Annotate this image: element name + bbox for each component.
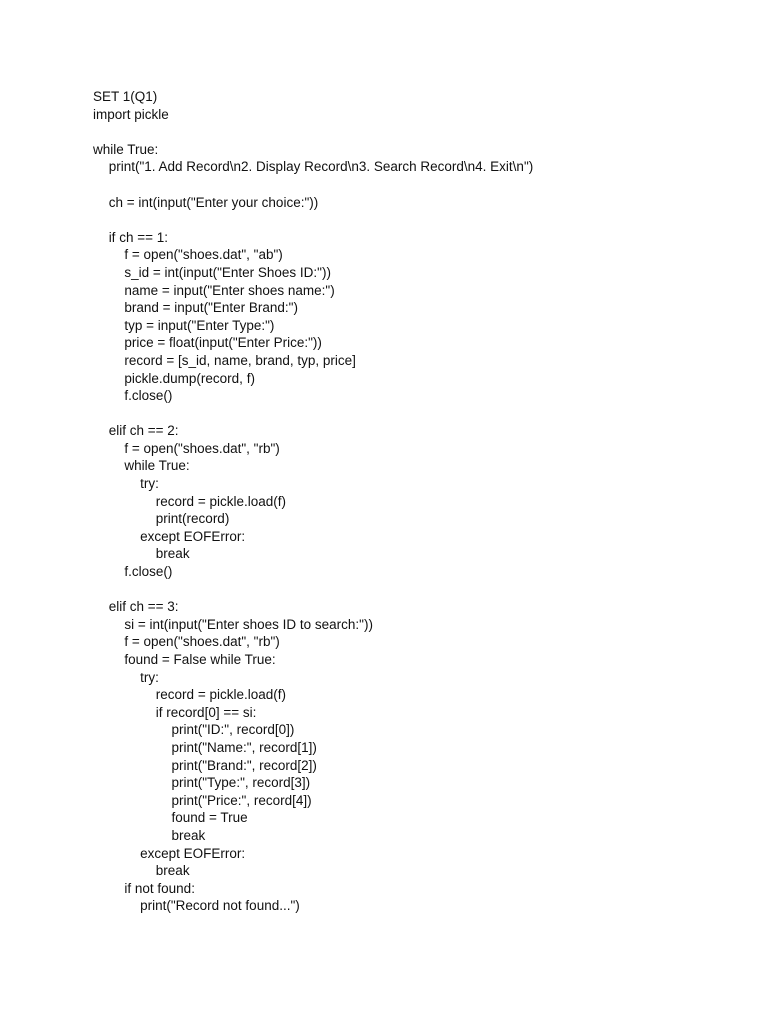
code-line: except EOFError:: [140, 528, 246, 544]
code-line: found = True: [171, 810, 248, 826]
code-line: while True:: [93, 141, 159, 157]
code-line: import pickle: [93, 106, 169, 122]
code-line: f.close(): [124, 564, 173, 580]
code-line: print("ID:", record[0]): [171, 722, 295, 738]
code-line: SET 1(Q1): [93, 89, 158, 104]
code-line: print("Price:", record[4]): [171, 792, 312, 808]
code-line: s_id = int(input("Enter Shoes ID:")): [124, 264, 331, 280]
code-line: if not found:: [124, 880, 195, 896]
code-line: except EOFError:: [140, 845, 246, 861]
code-line: record = pickle.load(f): [155, 687, 286, 703]
code-line: print("Record not found..."): [140, 898, 300, 914]
code-line: price = float(input("Enter Price:")): [124, 335, 322, 351]
code-line: pickle.dump(record, f): [124, 370, 255, 386]
code-line: elif ch == 3:: [108, 599, 179, 615]
code-line: print("Brand:", record[2]): [171, 757, 317, 773]
code-line: brand = input("Enter Brand:"): [124, 300, 298, 316]
blank-line: [93, 176, 743, 194]
blank-line: [93, 211, 743, 229]
code-line: print("Name:", record[1]): [171, 739, 317, 755]
code-line: break: [155, 546, 190, 562]
blank-line: [93, 405, 743, 423]
code-line: record = pickle.load(f): [155, 493, 286, 509]
code-line: f = open("shoes.dat", "rb"): [124, 440, 280, 456]
code-line: break: [171, 827, 206, 843]
code-line: f = open("shoes.dat", "rb"): [124, 634, 280, 650]
code-line: f.close(): [124, 388, 173, 404]
code-line: try:: [140, 669, 159, 685]
blank-line: [93, 123, 743, 141]
code-line: ch = int(input("Enter your choice:")): [108, 194, 319, 210]
code-line: found = False while True:: [124, 652, 276, 667]
code-line: if ch == 1:: [108, 229, 168, 245]
code-line: print("1. Add Record\n2. Display Record\n3. Search Record\n4. Exit\n"): [108, 159, 534, 175]
code-line: typ = input("Enter Type:"): [124, 317, 275, 333]
code-listing: [93, 88, 743, 915]
code-line: record = [s_id, name, brand, typ, price]: [124, 352, 356, 368]
code-line: while True:: [124, 458, 190, 474]
code-line: try:: [140, 476, 159, 492]
code-line: print("Type:", record[3]): [171, 775, 311, 791]
code-line: if record[0] == si:: [155, 704, 257, 720]
blank-line: [93, 581, 743, 599]
code-line: si = int(input("Enter shoes ID to search:")): [124, 616, 373, 632]
code-line: f = open("shoes.dat", "ab"): [124, 247, 283, 263]
code-line: name = input("Enter shoes name:"): [124, 282, 335, 298]
code-line: break: [155, 863, 190, 879]
code-line: print(record): [155, 511, 230, 527]
code-line: elif ch == 2:: [108, 423, 179, 439]
